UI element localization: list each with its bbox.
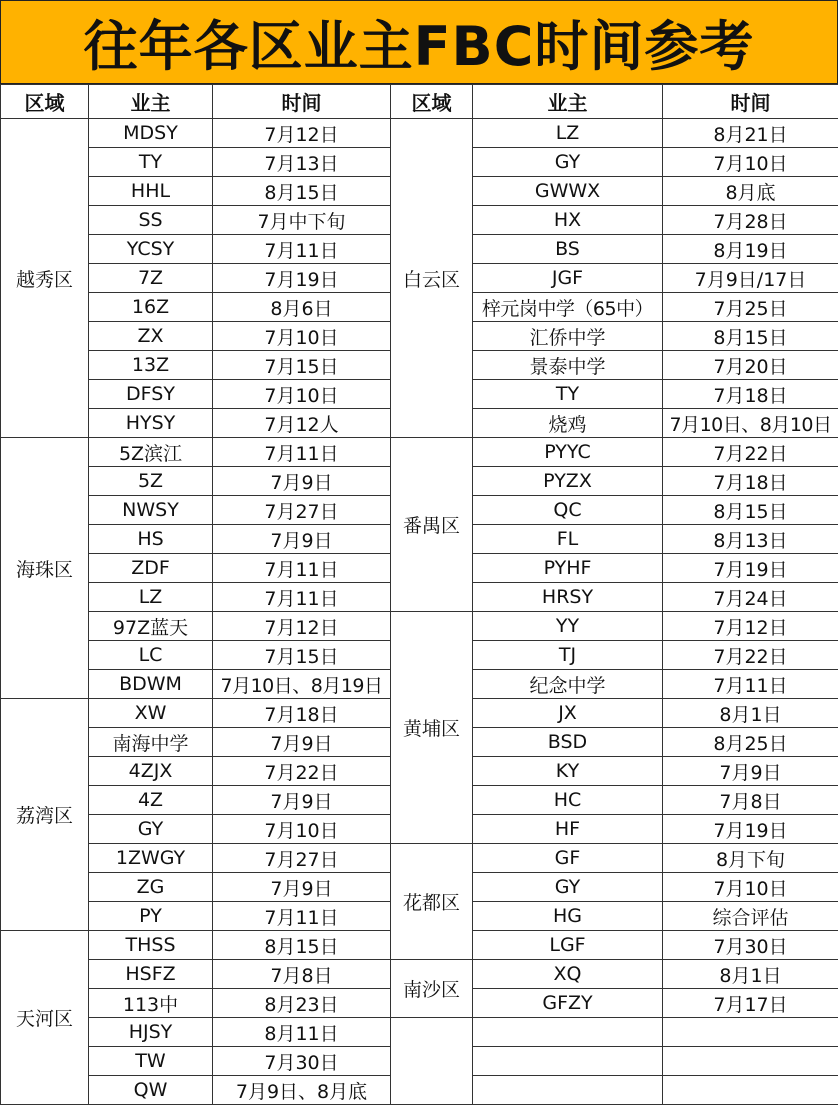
owner-cell-right: PYZX <box>473 467 663 496</box>
fbc-table <box>0 84 838 1105</box>
time-cell-right: 8月15日 <box>663 496 838 525</box>
time-cell-left: 7月22日 <box>213 757 391 786</box>
owner-cell-right: 纪念中学 <box>473 670 663 699</box>
owner-cell-left: 4Z <box>89 786 213 815</box>
table-row <box>1 960 838 989</box>
owner-cell-left: 113中 <box>89 989 213 1018</box>
time-cell-right: 7月17日 <box>663 989 838 1018</box>
time-cell-left: 8月15日 <box>213 177 391 206</box>
owner-cell-right: TY <box>473 380 663 409</box>
table-row <box>1 844 838 873</box>
owner-cell-right: GF <box>473 844 663 873</box>
time-cell-right: 8月下旬 <box>663 844 838 873</box>
time-cell-right: 7月25日 <box>663 293 838 322</box>
district-cell-right: 花都区 <box>391 844 473 960</box>
time-cell-left: 7月9日 <box>213 467 391 496</box>
time-cell-right: 7月10日、8月10日 <box>663 409 838 438</box>
owner-cell-left: PY <box>89 902 213 931</box>
owner-cell-right: GY <box>473 873 663 902</box>
owner-cell-right: 烧鸡 <box>473 409 663 438</box>
time-cell-left: 7月11日 <box>213 902 391 931</box>
district-cell-right: 南沙区 <box>391 960 473 1018</box>
owner-cell-left: HSFZ <box>89 960 213 989</box>
owner-cell-left: 4ZJX <box>89 757 213 786</box>
time-cell-right: 7月18日 <box>663 467 838 496</box>
time-cell-right: 7月22日 <box>663 438 838 467</box>
owner-cell-right: GY <box>473 148 663 177</box>
table-row <box>1 612 838 641</box>
district-cell-left: 天河区 <box>1 931 89 1105</box>
owner-cell-right: JGF <box>473 264 663 293</box>
time-cell-left: 7月11日 <box>213 583 391 612</box>
time-cell-right: 7月24日 <box>663 583 838 612</box>
owner-cell-right: FL <box>473 525 663 554</box>
table-row <box>1 119 838 148</box>
owner-cell-left: ZG <box>89 873 213 902</box>
time-cell-left: 7月12日 <box>213 119 391 148</box>
time-cell-left: 7月18日 <box>213 699 391 728</box>
owner-cell-right: LZ <box>473 119 663 148</box>
owner-cell-left: ZX <box>89 322 213 351</box>
owner-cell-right: PYHF <box>473 554 663 583</box>
time-cell-right: 8月13日 <box>663 525 838 554</box>
time-cell-right: 7月18日 <box>663 380 838 409</box>
owner-cell-left: 5Z滨江 <box>89 438 213 467</box>
header-district-left: 区域 <box>1 85 89 119</box>
owner-cell-left: TW <box>89 1047 213 1076</box>
owner-cell-left: HHL <box>89 177 213 206</box>
owner-cell-right <box>473 1076 663 1105</box>
owner-cell-left: 南海中学 <box>89 728 213 757</box>
owner-cell-left: 5Z <box>89 467 213 496</box>
district-cell-right: 番禺区 <box>391 438 473 612</box>
owner-cell-right: BSD <box>473 728 663 757</box>
owner-cell-right: 景泰中学 <box>473 351 663 380</box>
owner-cell-left: GY <box>89 815 213 844</box>
time-cell-right: 8月15日 <box>663 322 838 351</box>
time-cell-left: 7月8日 <box>213 960 391 989</box>
owner-cell-right: BS <box>473 235 663 264</box>
owner-cell-left: HYSY <box>89 409 213 438</box>
time-cell-left: 7月19日 <box>213 264 391 293</box>
time-cell-left: 7月9日 <box>213 728 391 757</box>
time-cell-left: 7月27日 <box>213 844 391 873</box>
time-cell-right: 7月30日 <box>663 931 838 960</box>
owner-cell-right: LGF <box>473 931 663 960</box>
district-cell-right: 白云区 <box>391 119 473 438</box>
time-cell-left: 8月11日 <box>213 1018 391 1047</box>
header-owner-left: 业主 <box>89 85 213 119</box>
owner-cell-left: 97Z蓝天 <box>89 612 213 641</box>
time-cell-left: 7月30日 <box>213 1047 391 1076</box>
time-cell-left: 7月15日 <box>213 351 391 380</box>
owner-cell-left: SS <box>89 206 213 235</box>
time-cell-right: 7月12日 <box>663 612 838 641</box>
district-cell-right: 黄埔区 <box>391 612 473 844</box>
district-cell-left: 越秀区 <box>1 119 89 438</box>
time-cell-right: 7月19日 <box>663 554 838 583</box>
owner-cell-right: HC <box>473 786 663 815</box>
owner-cell-right: KY <box>473 757 663 786</box>
owner-cell-left: TY <box>89 148 213 177</box>
time-cell-left: 7月11日 <box>213 235 391 264</box>
owner-cell-right: QC <box>473 496 663 525</box>
owner-cell-left: LZ <box>89 583 213 612</box>
header-district-right: 区域 <box>391 85 473 119</box>
owner-cell-left: HJSY <box>89 1018 213 1047</box>
time-cell-right: 7月10日 <box>663 873 838 902</box>
owner-cell-right: HX <box>473 206 663 235</box>
owner-cell-right: XQ <box>473 960 663 989</box>
owner-cell-right <box>473 1047 663 1076</box>
time-cell-right <box>663 1047 838 1076</box>
time-cell-left: 7月9日 <box>213 525 391 554</box>
time-cell-right: 综合评估 <box>663 902 838 931</box>
time-cell-left: 7月13日 <box>213 148 391 177</box>
time-cell-left: 7月11日 <box>213 438 391 467</box>
owner-cell-left: QW <box>89 1076 213 1105</box>
time-cell-right: 8月底 <box>663 177 838 206</box>
time-cell-left: 7月27日 <box>213 496 391 525</box>
time-cell-left: 7月9日、8月底 <box>213 1076 391 1105</box>
time-cell-right: 8月25日 <box>663 728 838 757</box>
owner-cell-left: 7Z <box>89 264 213 293</box>
time-cell-left: 8月6日 <box>213 293 391 322</box>
owner-cell-left: HS <box>89 525 213 554</box>
owner-cell-right <box>473 1018 663 1047</box>
owner-cell-right: JX <box>473 699 663 728</box>
time-cell-right: 7月9日/17日 <box>663 264 838 293</box>
owner-cell-right: GFZY <box>473 989 663 1018</box>
time-cell-right: 7月11日 <box>663 670 838 699</box>
time-cell-left: 7月10日 <box>213 322 391 351</box>
table-row <box>1 1018 838 1047</box>
owner-cell-right: 汇侨中学 <box>473 322 663 351</box>
title-banner <box>0 0 838 84</box>
time-cell-right: 8月1日 <box>663 699 838 728</box>
header-time-right: 时间 <box>663 85 838 119</box>
time-cell-right: 7月22日 <box>663 641 838 670</box>
owner-cell-left: 1ZWGY <box>89 844 213 873</box>
time-cell-right: 7月20日 <box>663 351 838 380</box>
owner-cell-right: HF <box>473 815 663 844</box>
time-cell-left: 8月15日 <box>213 931 391 960</box>
header-time-left: 时间 <box>213 85 391 119</box>
time-cell-right: 8月21日 <box>663 119 838 148</box>
owner-cell-left: NWSY <box>89 496 213 525</box>
owner-cell-left: 16Z <box>89 293 213 322</box>
time-cell-left: 7月9日 <box>213 786 391 815</box>
header-row <box>1 85 838 119</box>
time-cell-right: 7月10日 <box>663 148 838 177</box>
time-cell-right: 7月19日 <box>663 815 838 844</box>
owner-cell-left: THSS <box>89 931 213 960</box>
time-cell-left: 7月11日 <box>213 554 391 583</box>
header-owner-right: 业主 <box>473 85 663 119</box>
owner-cell-left: 13Z <box>89 351 213 380</box>
owner-cell-left: ZDF <box>89 554 213 583</box>
page-title: 往年各区业主FBC时间参考 <box>83 14 755 78</box>
time-cell-left: 8月23日 <box>213 989 391 1018</box>
owner-cell-right: YY <box>473 612 663 641</box>
owner-cell-right: HG <box>473 902 663 931</box>
time-cell-right: 7月28日 <box>663 206 838 235</box>
time-cell-right: 8月19日 <box>663 235 838 264</box>
time-cell-right: 8月1日 <box>663 960 838 989</box>
owner-cell-right: 梓元岗中学（65中） <box>473 293 663 322</box>
owner-cell-left: MDSY <box>89 119 213 148</box>
time-cell-left: 7月10日、8月19日 <box>213 670 391 699</box>
district-cell-right <box>391 1018 473 1105</box>
time-cell-left: 7月12日 <box>213 612 391 641</box>
owner-cell-left: YCSY <box>89 235 213 264</box>
owner-cell-left: DFSY <box>89 380 213 409</box>
time-cell-left: 7月12人 <box>213 409 391 438</box>
time-cell-left: 7月中下旬 <box>213 206 391 235</box>
time-cell-right: 7月9日 <box>663 757 838 786</box>
district-cell-left: 荔湾区 <box>1 699 89 931</box>
table-row <box>1 438 838 467</box>
owner-cell-right: TJ <box>473 641 663 670</box>
time-cell-left: 7月10日 <box>213 815 391 844</box>
time-cell-left: 7月10日 <box>213 380 391 409</box>
owner-cell-right: HRSY <box>473 583 663 612</box>
owner-cell-right: GWWX <box>473 177 663 206</box>
owner-cell-left: LC <box>89 641 213 670</box>
owner-cell-left: BDWM <box>89 670 213 699</box>
owner-cell-left: XW <box>89 699 213 728</box>
time-cell-left: 7月15日 <box>213 641 391 670</box>
time-cell-right <box>663 1076 838 1105</box>
time-cell-right <box>663 1018 838 1047</box>
owner-cell-right: PYYC <box>473 438 663 467</box>
time-cell-right: 7月8日 <box>663 786 838 815</box>
district-cell-left: 海珠区 <box>1 438 89 699</box>
time-cell-left: 7月9日 <box>213 873 391 902</box>
